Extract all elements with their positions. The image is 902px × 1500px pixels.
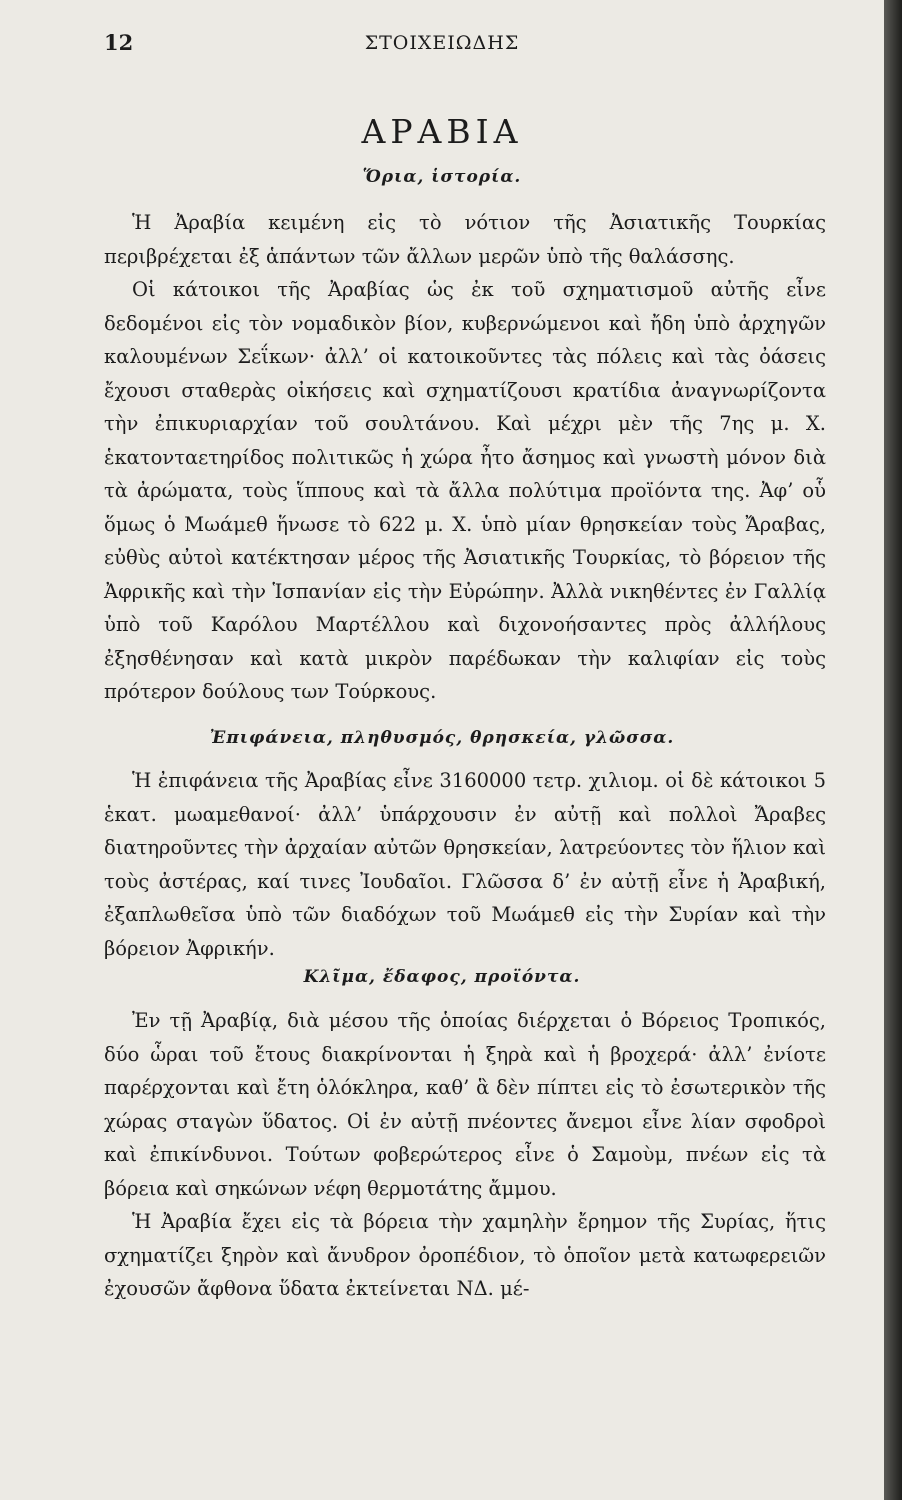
paragraph: Ἡ Ἀραβία κειμένη εἰς τὸ νότιον τῆς Ἀσιατικῆς Τουρκίας περιβρέχεται ἐξ ἁπάντων τῶν ἄλλων μερῶν ὑπὸ τῆς θαλάσσης. [104,211,826,268]
paragraph: Ἐν τῇ Ἀραβίᾳ, διὰ μέσου τῆς ὁποίας διέρχεται ὁ Βόρειος Τροπικός, δύο ὧραι τοῦ ἔτους διακρίνονται ἡ ξηρὰ καὶ ἡ βροχερά· ἀλλ’ ἐνίοτε παρέρχονται καὶ ἔτη ὁλόκληρα, καθ’ ἃ δὲν πίπτει εἰς τὸ ἐσωτερικὸν τῆς χώρας σταγὼν ὕδατος. Οἱ ἐν αὐτῇ πνέοντες ἄνεμοι εἶνε λίαν σφοδροὶ καὶ ἐπικίνδυνοι. Τούτων φοβερώτερος εἶνε ὁ Σαμοὺμ, πνέων εἰς τὰ βόρεια καὶ σηκώνων νέφη θερμοτάτης ἄμμου. [104,1009,826,1200]
section-heading-climate-soil: Κλῖμα, ἔδαφος, προϊόντα. [303,967,581,987]
running-title: ΣΤΟΙΧΕΙΩΔΗΣ [364,32,520,54]
running-head [0,30,884,60]
paragraph: Ἡ ἐπιφάνεια τῆς Ἀραβίας εἶνε 3160000 τετρ. χιλιομ. οἱ δὲ κάτοικοι 5 ἑκατ. μωαμεθανοί· ἀλλ’ ὑπάρχουσιν ἐν αὐτῇ καὶ πολλοὶ Ἄραβες διατηροῦντες τὴν ἀρχαίαν αὐτῶν θρησκείαν, λατρεύοντες τὸν ἥλιον καὶ τοὺς ἀστέρας, καί τινες Ἰουδαῖοι. Γλῶσσα δ’ ἐν αὐτῇ εἶνε ἡ Ἀραβική, ἐξαπλωθεῖσα ὑπὸ τῶν διαδόχων τοῦ Μωάμεθ εἰς τὴν Συρίαν καὶ τὴν βόρειον Ἀφρικήν. [104,769,826,960]
paragraph: Οἱ κάτοικοι τῆς Ἀραβίας ὡς ἐκ τοῦ σχηματισμοῦ αὐτῆς εἶνε δεδομένοι εἰς τὸν νομαδικὸν βίον, κυβερνώμενοι καὶ ἤδη ὑπὸ ἀρχηγῶν καλουμένων Σεΐκων· ἀλλ’ οἱ κατοικοῦντες τὰς πόλεις καὶ τὰς ὀάσεις ἔχουσι σταθερὰς οἰκήσεις καὶ σχηματίζουσι κρατίδια ἀναγνωρίζοντα τὴν ἐπικυριαρχίαν τοῦ σουλτάνου. Καὶ μέχρι μὲν τῆς 7ης μ. Χ. ἑκατονταετηρίδος πολιτικῶς ἡ χώρα ἦτο ἄσημος καὶ γνωστὴ μόνον διὰ τὰ ἀρώματα, τοὺς ἵππους καὶ τὰ ἄλλα πολύτιμα προϊόντα της. Ἀφ’ οὗ ὅμως ὁ Μωάμεθ ἥνωσε τὸ 622 μ. Χ. ὑπὸ μίαν θρησκείαν τοὺς Ἄραβας, εὐθὺς αὐτοὶ κατέκτησαν μέρος τῆς Ἀσιατικῆς Τουρκίας, τὸ βόρειον τῆς Ἀφρικῆς καὶ τὴν Ἱσπανίαν εἰς τὴν Εὐρώπην. Ἀλλὰ νικηθέντες ἐν Γαλλίᾳ ὑπὸ τοῦ Καρόλου Μαρτέλλου καὶ διχονοήσαντες πρὸς ἀλλήλους ἐξησθένησαν καὶ κατὰ μικρὸν παρέδωκαν τὴν καλιφίαν εἰς τοὺς πρότερον δούλους των Τούρκους. [104,278,826,703]
page-number: 12 [104,30,134,55]
paragraph: Ἡ Ἀραβία ἔχει εἰς τὰ βόρεια τὴν χαμηλὴν ἔρημον τῆς Συρίας, ἥτις σχηματίζει ξηρὸν καὶ ἄνυδρον ὀροπέδιον, τὸ ὁποῖον μετὰ κατωφερειῶν ἐχουσῶν ἄφθονα ὕδατα ἐκτείνεται ΝΔ. μέ- [104,1210,826,1300]
chapter-title: ΑΡΑΒΙΑ [361,112,523,151]
book-edge [884,0,902,1500]
section-heading-surface-population: Ἐπιφάνεια, πληθυσμός, θρησκεία, γλῶσσα. [209,728,675,748]
section-heading-borders-history: Ὅρια, ἱστορία. [362,167,522,187]
